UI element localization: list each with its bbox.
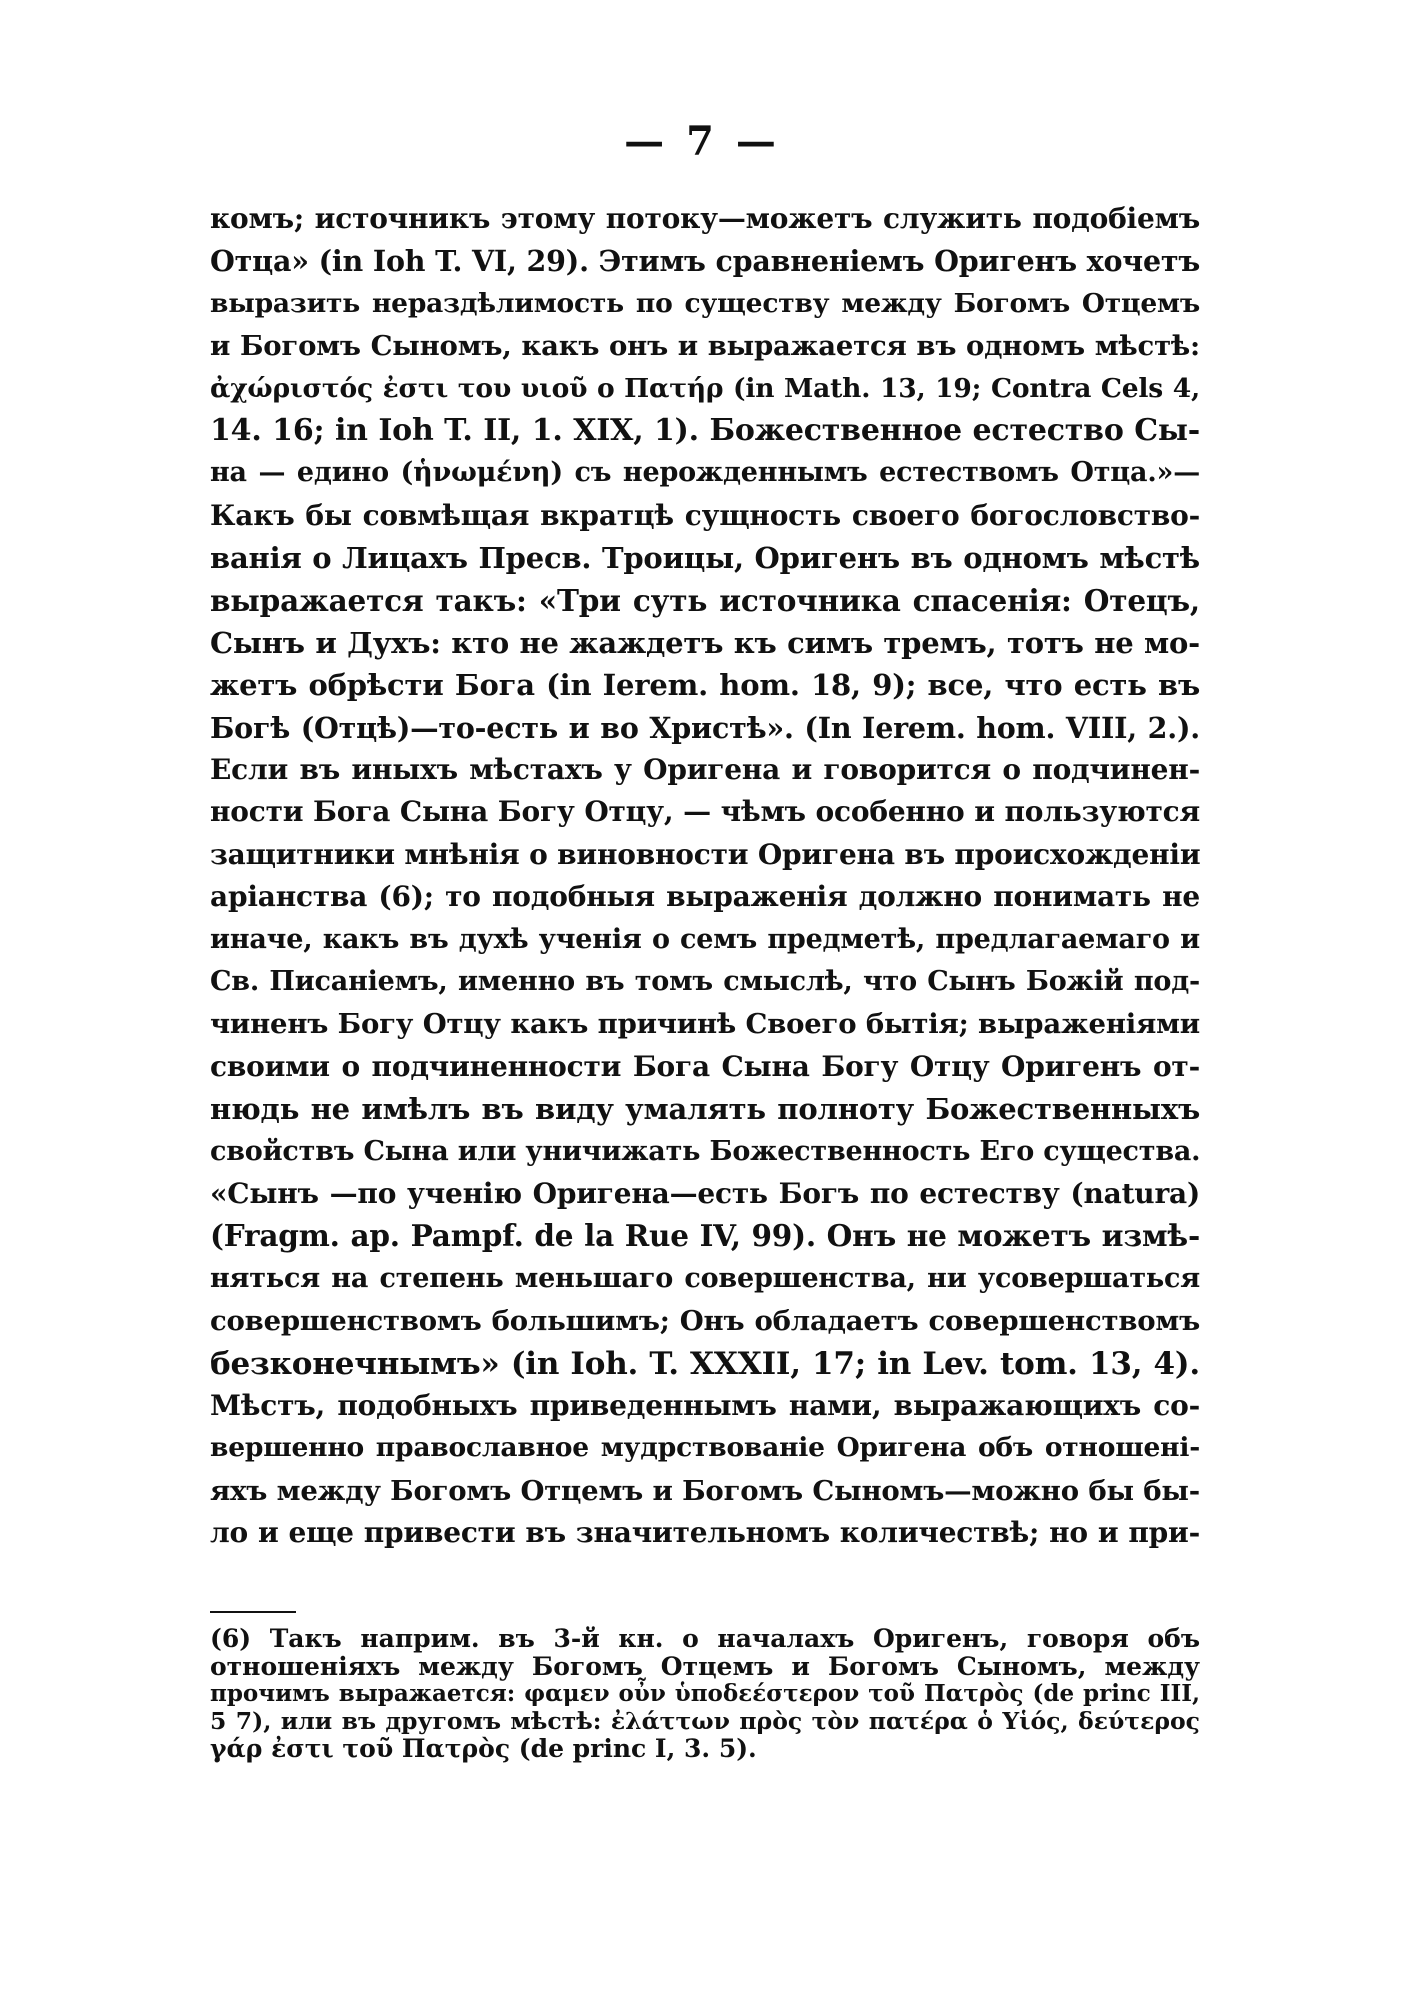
body-line: 14. 16; in Ioh T. II, 1. XIX, 1). Божественное естество Сы- [210, 412, 1200, 448]
body-line: няться на степень меньшаго совершенства, ни усовершаться [210, 1262, 1200, 1294]
body-line: яхъ между Богомъ Отцемъ и Богомъ Сыномъ—можно бы бы- [210, 1474, 1200, 1507]
footnote-line: γάρ ἐστι τοῦ Πατρὸς (de princ I, 3. 5). [210, 1734, 757, 1763]
body-line: ности Бога Сына Богу Отцу, — чѣмъ особенно и пользуются [210, 795, 1200, 829]
footnote-line: (6) Такъ наприм. въ 3-й кн. о началахъ Оригенъ, говоря объ [210, 1624, 1200, 1653]
body-line: безконечнымъ» (in Ioh. T. XXXII, 17; in Lev. tom. 13, 4). [210, 1345, 1200, 1382]
body-line: Сынъ и Духъ: кто не жаждетъ къ симъ тремъ, тотъ не мо- [210, 625, 1200, 660]
body-line: выразить нераздѣлимость по существу между Богомъ Отцемъ [210, 287, 1200, 319]
body-line: своими о подчиненности Бога Сына Богу Отцу Оригенъ от- [210, 1049, 1200, 1083]
body-line: Богѣ (Отцѣ)—то-есть и во Христѣ». (In Ierem. hom. VIII, 2.). [210, 710, 1200, 745]
body-line: аріанства (6); то подобныя выраженія должно понимать не [210, 880, 1200, 914]
body-line: комъ; источникъ этому потоку—можетъ служить подобіемъ [210, 202, 1200, 235]
body-line: иначе, какъ въ духѣ ученія о семъ предметѣ, предлагаемаго и [210, 923, 1200, 955]
body-line: Св. Писаніемъ, именно въ томъ смыслѣ, что Сынъ Божій под- [210, 966, 1200, 998]
body-line: ἀχώριστός ἐστι του υιοῦ ο Πατήρ (in Math. 13, 19; Contra Cels 4, [210, 372, 1200, 404]
body-line: выражается такъ: «Три суть источника спасенія: Отецъ, [210, 582, 1200, 618]
body-line: вершенно православное мудрствованіе Оригена объ отношені- [210, 1432, 1200, 1464]
body-line: Мѣстъ, подобныхъ приведеннымъ нами, выражающихъ со- [210, 1388, 1200, 1422]
body-line: жетъ обрѣсти Бога (in Ierem. hom. 18, 9); все, что есть въ [210, 668, 1200, 703]
page-number: — 7 — [624, 118, 780, 165]
body-line: на — едино (ἡνωμένη) съ нерожденнымъ естествомъ Отца.»— [210, 457, 1200, 489]
footnote-divider [210, 1611, 296, 1613]
body-line: «Сынъ —по ученію Оригена—есть Богъ по естеству (natura) [210, 1176, 1200, 1210]
body-line: совершенствомъ большимъ; Онъ обладаетъ совершенствомъ [210, 1305, 1200, 1338]
body-line: чиненъ Богу Отцу какъ причинѣ Своего бытія; выраженіями [210, 1008, 1200, 1041]
body-line: свойствъ Сына или уничижать Божественность Его существа. [210, 1135, 1201, 1167]
body-line: Если въ иныхъ мѣстахъ у Оригена и говорится о подчинен- [210, 753, 1200, 787]
body-line: Отца» (in Ioh T. VI, 29). Этимъ сравненіемъ Оригенъ хочетъ [210, 244, 1200, 279]
body-text [210, 198, 1200, 1555]
body-line: ло и еще привести въ значительномъ количествѣ; но и при- [210, 1516, 1200, 1550]
body-line: Какъ бы совмѣщая вкратцѣ сущность своего богословство- [210, 498, 1200, 532]
body-line: ванія о Лицахъ Пресв. Троицы, Оригенъ въ одномъ мѣстѣ [210, 541, 1200, 576]
footnote-line: отношеніяхъ между Богомъ Отцемъ и Богомъ Сыномъ, между [210, 1651, 1200, 1681]
footnote-line: 5 7), или въ другомъ мѣстѣ: ἐλάττων πρὸς τὸν πατέρα ὁ Υἱός, δεύτερος [210, 1706, 1200, 1735]
body-line: нюдь не имѣлъ въ виду умалять полноту Божественныхъ [210, 1092, 1200, 1127]
body-line: (Fragm. ap. Pampf. de la Rue IV, 99). Онъ не можетъ измѣ- [210, 1218, 1200, 1254]
footnote-line: прочимъ выражается: φαμεν οὖν ὑποδεέστερον τοῦ Πατρὸς (de princ III, [210, 1680, 1200, 1707]
body-line: защитники мнѣнія о виновности Оригена въ происхожденіи [210, 837, 1201, 871]
footnotes [210, 1625, 1200, 1763]
body-line: и Богомъ Сыномъ, какъ онъ и выражается въ одномъ мѣстѣ: [210, 330, 1200, 363]
